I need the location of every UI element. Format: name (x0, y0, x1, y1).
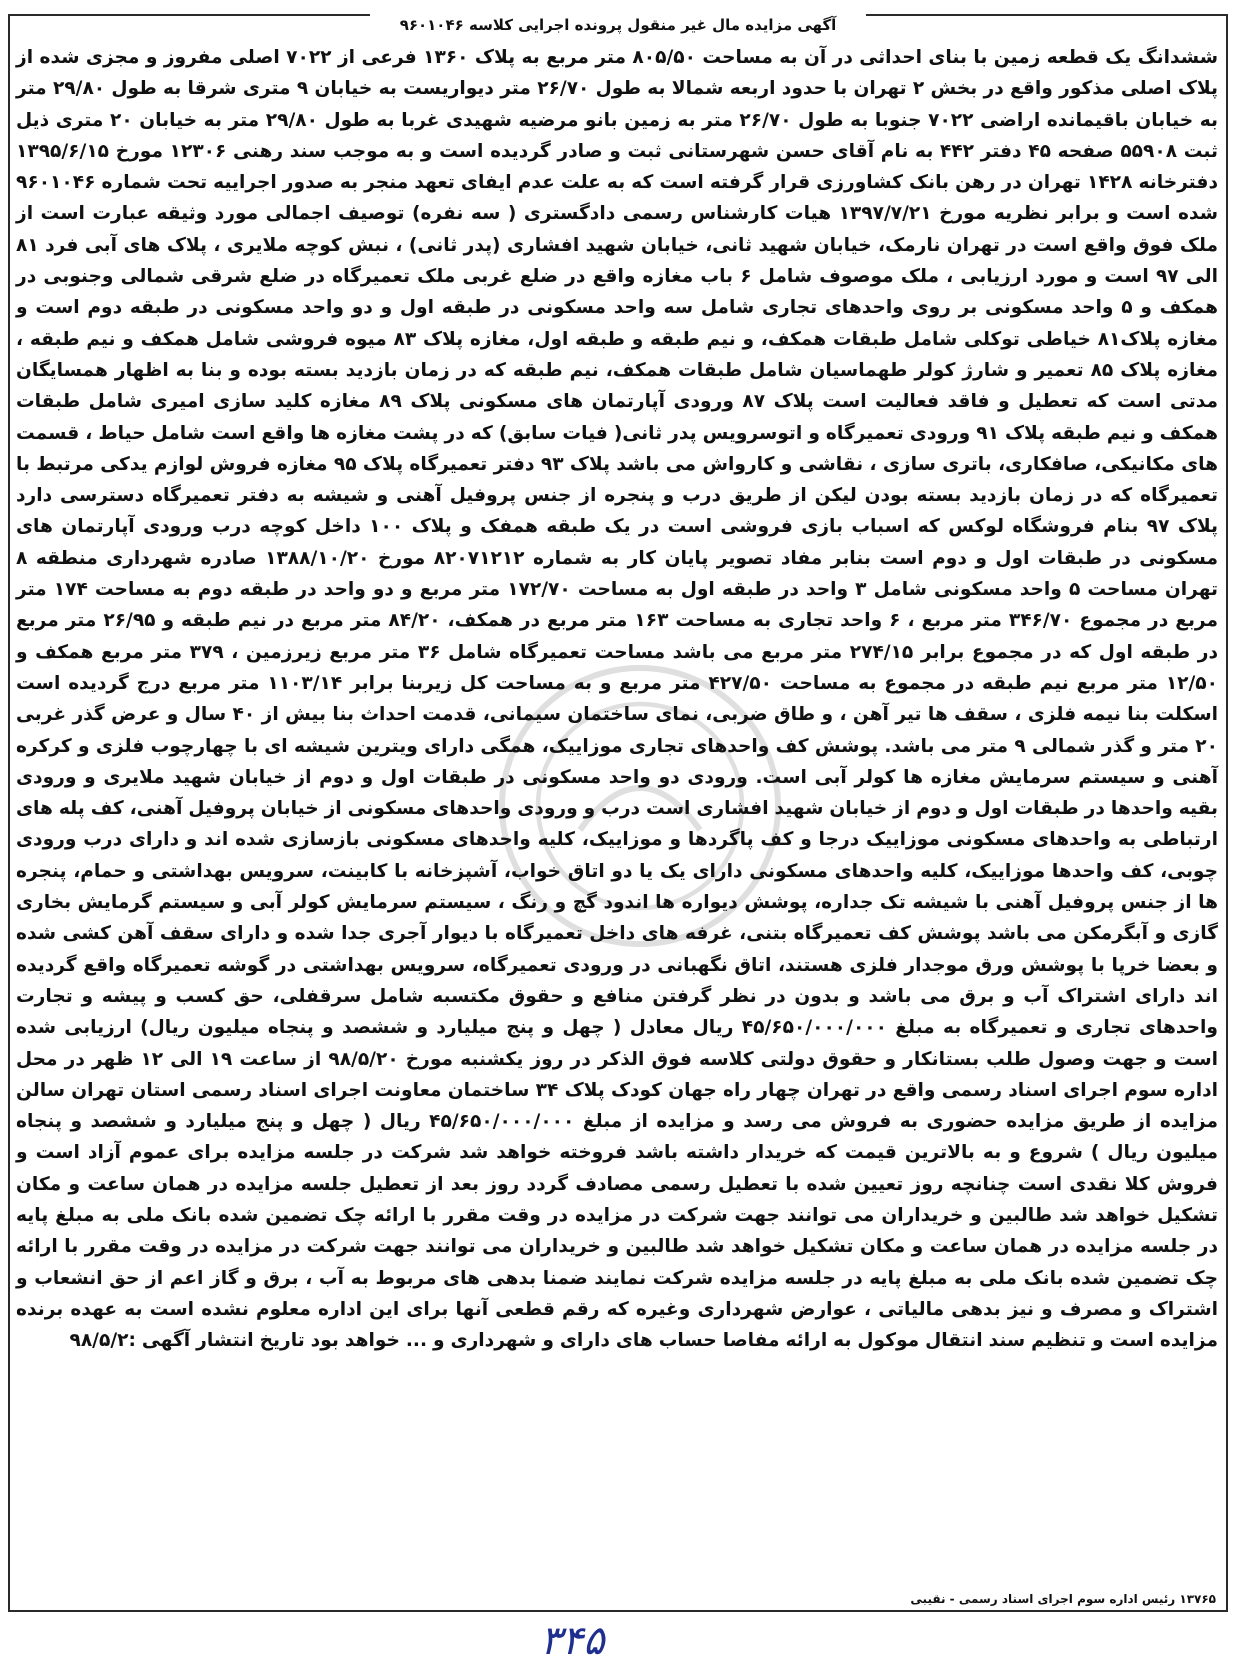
notice-body (16, 42, 1218, 1356)
handwritten-number: ۳۴۵ (540, 1618, 605, 1664)
notice-title: آگهی مزایده مال غیر منقول پرونده اجرایی کلاسه ۹۶۰۱۰۴۶ (370, 14, 866, 36)
notice-signature: ۱۳۷۶۵ رئیس اداره سوم اجرای اسناد رسمی - نقیبی (910, 1592, 1216, 1606)
auction-notice (8, 14, 1228, 1612)
notice-body-text: ششدانگ یک قطعه زمین با بنای احداثی در آن به مساحت ۸۰۵/۵۰ متر مربع به پلاک ۱۳۶۰ فرعی از ۷۰۲۲ اصلی مفروز و مجزی شده از پلاک اصلی مذکور واقع در بخش ۲ تهران با حدود اربعه شمالا به طول ۲۶/۷۰ متر دیواریست به خیابان ۹ متری شرقا به طول ۲۹/۸۰ متر به خیابان باقیمانده اراضی ۷۰۲۲ جنوبا به طول ۲۶/۷۰ متر به زمین بانو مرضیه شهیدی غربا به طول ۲۹/۸۰ متر به خیابان ۲۰ متری ذیل ثبت ۵۵۹۰۸ صفحه ۴۵ دفتر ۴۴۲ به نام آقای حسن شهرستانی ثبت و صادر گردیده است و به موجب سند رهنی ۱۲۳۰۶ مورخ ۱۳۹۵/۶/۱۵ دفترخانه ۱۴۲۸ تهران در رهن بانک کشاورزی قرار گرفته است که به علت عدم ایفای تعهد منجر به صدور اجراییه تحت شماره ۹۶۰۱۰۴۶ شده است و برابر نظریه مورخ ۱۳۹۷/۷/۲۱ هیات کارشناس رسمی دادگستری ( سه نفره) توصیف اجمالی مورد وثیقه عبارت است از ملک فوق واقع است در تهران نارمک، خیابان شهید ثانی، خیابان شهید افشاری (پدر ثانی) ، نبش کوچه ملایری ، پلاک های آبی فرد ۸۱ الی ۹۷ است و مورد ارزیابی ، ملک موصوف شامل ۶ باب مغازه واقع در ضلع غربی ملک تعمیرگاه در ضلع شرقی شمالی وجنوبی در همکف و ۵ واحد مسکونی بر روی واحدهای تجاری شامل سه واحد مسکونی در طبقه اول و دو واحد مسکونی در طبقه دوم است و مغازه پلاک۸۱ خیاطی توکلی شامل طبقات همکف، و نیم طبقه و طبقه اول، مغازه پلاک ۸۳ میوه فروشی شامل همکف و نیم طبقه ، مغازه پلاک ۸۵ تعمیر و شارژ کولر طهماسیان شامل طبقات همکف، نیم طبقه که در زمان بازدید بسته بوده و بنا به اظهار همسایگان مدتی است که تعطیل و فاقد فعالیت است پلاک ۸۷ ورودی آپارتمان های مسکونی پلاک ۸۹ مغازه کلید سازی امیری شامل طبقات همکف و نیم طبقه پلاک ۹۱ ورودی تعمیرگاه و اتوسرویس پدر ثانی( فیات سابق) که در پشت مغازه ها واقع است شامل حیاط ، قسمت های مکانیکی، صافکاری، باتری سازی ، نقاشی و کارواش می باشد پلاک ۹۳ دفتر تعمیرگاه پلاک ۹۵ مغازه فروش لوازم یدکی مرتبط با تعمیرگاه که در زمان بازدید بسته بودن لیکن از طریق درب و پنجره از جنس پروفیل آهنی و شیشه به دفتر تعمیرگاه دسترسی دارد پلاک ۹۷ بنام فروشگاه لوکس که اسباب بازی فروشی است در یک طبقه همفک و پلاک ۱۰۰ داخل کوچه درب ورودی آپارتمان های مسکونی در طبقات اول و دوم است بنابر مفاد تصویر پایان کار به شماره ۸۲۰۷۱۲۱۲ مورخ ۱۳۸۸/۱۰/۲۰ صادره شهرداری منطقه ۸ تهران مساحت ۵ واحد مسکونی شامل ۳ واحد در طبقه اول به مساحت ۱۷۲/۷۰ متر مربع و دو واحد در طبقه دوم به مساحت ۱۷۴ متر مربع در مجموع ۳۴۶/۷۰ متر مربع ، ۶ واحد تجاری به مساحت ۱۶۳ متر مربع در همکف، ۸۴/۲۰ متر مربع در نیم طبقه و ۲۶/۹۵ متر مربع در طبقه اول که در مجموع برابر ۲۷۴/۱۵ متر مربع می باشد مساحت تعمیرگاه شامل ۳۶ متر مربع زیرزمین ، ۳۷۹ متر مربع همکف و ۱۲/۵۰ متر مربع نیم طبقه در مجموع به مساحت ۴۲۷/۵۰ متر مربع و به مساحت کل زیربنا برابر ۱۱۰۳/۱۴ متر مربع درج گردیده است اسکلت بنا نیمه فلزی ، سقف ها تیر آهن ، و طاق ضربی، نمای ساختمان سیمانی، قدمت احداث بنا بیش از ۴۰ سال و عرض گذر غربی ۲۰ متر و گذر شمالی ۹ متر می باشد. پوشش کف واحدهای تجاری موزاییک، همگی دارای ویترین شیشه ای با چهارچوب فلزی و کرکره آهنی و سیستم سرمایش مغازه ها کولر آبی است. ورودی دو واحد مسکونی در طبقات اول و دوم از خیابان شهید ملایری و ورودی بقیه واحدها در طبقات اول و دوم از خیابان شهید افشاری است درب و ورودی واحدهای مسکونی از خیابان پروفیل آهنی، کف پله های ارتباطی به واحدهای مسکونی موزاییک درجا و کف پاگردها و موزاییک، کلیه واحدهای مسکونی بازسازی شده اند و دارای درب ورودی چوبی، کف واحدها موزاییک، کلیه واحدهای مسکونی دارای یک یا دو اتاق خواب، آشپزخانه با کابینت، سرویس بهداشتی و حمام، پنجره ها از جنس پروفیل آهنی با شیشه تک جداره، پوشش دیواره ها اندود گچ و رنگ ، سیستم سرمایش کولر آبی و سیستم گرمایش بخاری گازی و آبگرمکن می باشد پوشش کف تعمیرگاه بتنی، غرفه های داخل تعمیرگاه با دیوار آجری جدا شده و دارای سقف آهن کشی شده و بعضا خرپا با پوشش ورق موجدار فلزی هستند، اتاق نگهبانی در ورودی تعمیرگاه، سرویس بهداشتی در گوشه تعمیرگاه واقع گردیده اند دارای اشتراک آب و برق می باشد و بدون در نظر گرفتن منافع و حقوق مکتسبه شامل سرقفلی، حق کسب و پیشه و تجارت واحدهای تجاری و تعمیرگاه به مبلغ ۴۵/۶۵۰/۰۰۰/۰۰۰ ریال معادل ( چهل و پنج میلیارد و ششصد و پنجاه میلیون ریال) ارزیابی شده است و جهت وصول طلب بستانکار و حقوق دولتی کلاسه فوق الذکر در روز یکشنبه مورخ ۹۸/۵/۲۰ از ساعت ۱۹ الی ۱۲ ظهر در محل اداره سوم اجرای اسناد رسمی واقع در تهران چهار راه جهان کودک پلاک ۳۴ ساختمان معاونت اجرای اسناد رسمی استان تهران سالن مزایده از طریق مزایده حضوری به فروش می رسد و مزایده از مبلغ ۴۵/۶۵۰/۰۰۰/۰۰۰ ریال ( چهل و پنج میلیارد و ششصد و پنجاه میلیون ریال ) شروع و به بالاترین قیمت که خریدار داشته باشد فروخته خواهد شد شرکت در جلسه مزایده برای عموم آزاد است و فروش کلا نقدی است چنانچه روز تعیین شده با تعطیل رسمی مصادف گردد روز بعد از تعطیل جلسه مزایده در همان ساعت و مکان تشکیل خواهد شد طالبین و خریداران می توانند جهت شرکت در مزایده در وقت مقرر با ارائه چک تضمین شده بانک ملی به مبلغ پایه در جلسه مزایده در همان ساعت و مکان تشکیل خواهد شد طالبین و خریداران می توانند جهت شرکت در مزایده در وقت مقرر با ارائه چک تضمین شده بانک ملی به مبلغ پایه در جلسه مزایده شرکت نمایند ضمنا بدهی های مربوط به آب ، برق و گاز اعم از حق انشعاب و اشتراک و مصرف و نیز بدهی مالیاتی ، عوارض شهرداری وغیره که رقم قطعی آنها برای این اداره معلوم نشده است به عهده برنده مزایده است و تنظیم سند انتقال موکول به ارائه مفاصا حساب های دارای و شهرداری و ... خواهد بود تاریخ انتشار آگهی :۹۸/۵/۲ (16, 47, 1219, 1352)
